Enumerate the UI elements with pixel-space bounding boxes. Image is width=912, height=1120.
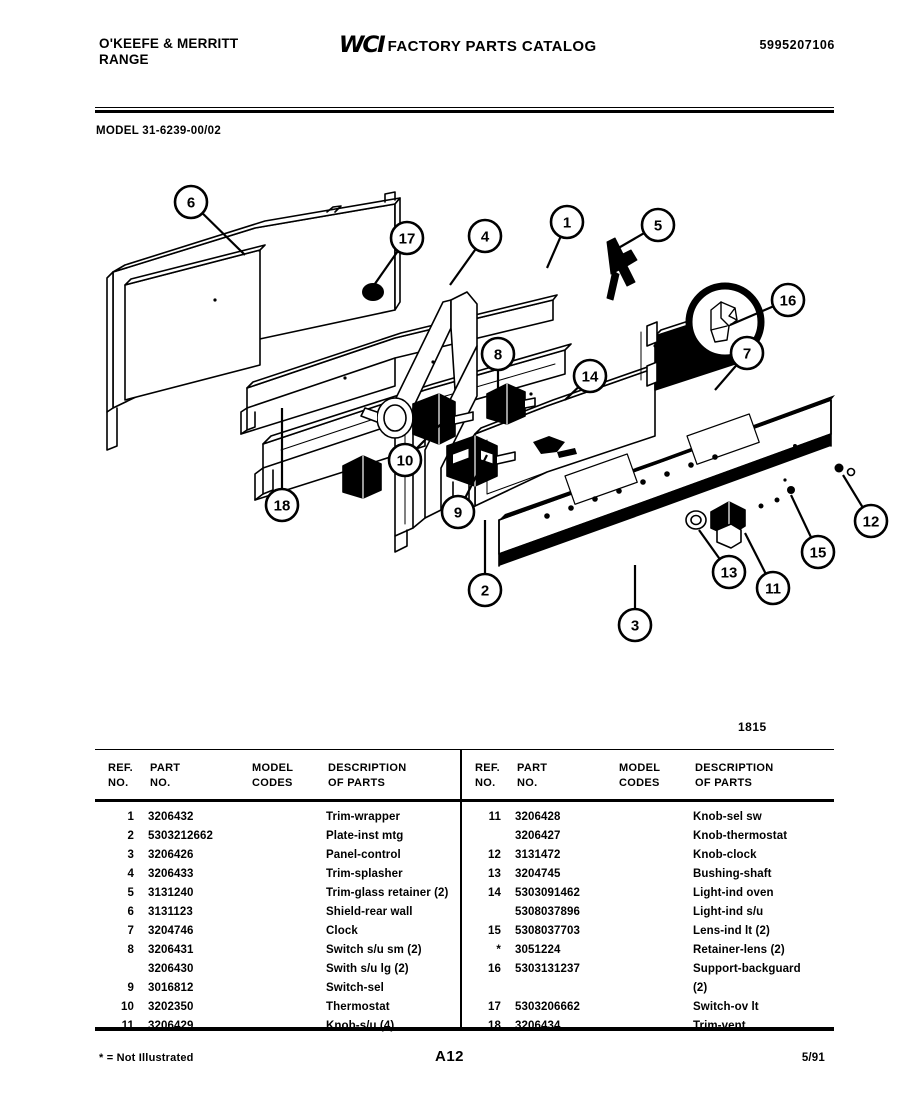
page-footer (95, 1048, 835, 1072)
callout-5 (615, 209, 674, 250)
part-description: (2) (693, 982, 708, 994)
table-head-right (467, 761, 827, 797)
callout-label: 5 (653, 217, 663, 235)
part-number: 3051224 (515, 944, 561, 956)
part-number: 5303206662 (515, 1001, 580, 1013)
table-row (467, 868, 827, 887)
part-number: 3206428 (515, 811, 561, 823)
column-header-ref-no: REF. NO. (108, 762, 134, 789)
callout-label: 13 (720, 564, 738, 582)
table-row (100, 906, 460, 925)
table-row (100, 868, 460, 887)
table-row (100, 963, 460, 982)
column-header-model-codes: MODEL CODES (252, 762, 294, 789)
part-number: 3206426 (148, 849, 194, 861)
callout-label: 10 (396, 452, 414, 470)
callout-15 (791, 495, 834, 568)
part-ref-number: * (496, 944, 501, 956)
callout-label: 1 (562, 214, 572, 232)
table-row (100, 944, 460, 963)
table-row (467, 849, 827, 868)
part-description: Retainer-lens (2) (693, 944, 785, 956)
callout-label: 7 (742, 345, 752, 363)
part-description: Light-ind s/u (693, 906, 764, 918)
part-description: Knob-clock (693, 849, 757, 861)
part-ref-number: 12 (488, 849, 501, 861)
callout-label: 6 (186, 194, 196, 212)
table-row (467, 963, 827, 982)
callout-label: 11 (765, 580, 781, 598)
revision-date: 5/91 (801, 1052, 825, 1064)
callout-label: 9 (453, 504, 463, 522)
part-description: Trim-glass retainer (2) (326, 887, 449, 899)
part-number: 3131240 (148, 887, 194, 899)
part-description: Switch s/u sm (2) (326, 944, 422, 956)
part-description: Switch-ov lt (693, 1001, 759, 1013)
table-column-divider (460, 750, 462, 1030)
table-row (467, 811, 827, 830)
part-description: Bushing-shaft (693, 868, 772, 880)
table-row (467, 1001, 827, 1020)
part-description: Plate-inst mtg (326, 830, 404, 842)
part-ref-number: 10 (121, 1001, 134, 1013)
part-ref-number: 18 (488, 1020, 501, 1032)
table-row (100, 982, 460, 1001)
callout-label: 2 (480, 582, 490, 600)
table-row (467, 830, 827, 849)
part-number: 5308037703 (515, 925, 580, 937)
exploded-parts-diagram (95, 150, 880, 740)
part-description: Trim-vent (693, 1020, 746, 1032)
part-number: 3206430 (148, 963, 194, 975)
table-row (467, 944, 827, 963)
part-description: Knob-sel sw (693, 811, 762, 823)
table-row (100, 830, 460, 849)
column-header-description: DESCRIPTION OF PARTS (328, 762, 407, 789)
callout-label: 3 (630, 617, 640, 635)
part-description: Clock (326, 925, 358, 937)
part-description: Thermostat (326, 1001, 390, 1013)
callout-label: 4 (480, 228, 490, 246)
part-trim-glass-retainer (607, 238, 637, 300)
callout-label: 16 (779, 292, 797, 310)
part-number: 3131123 (148, 906, 193, 918)
part-description: Shield-rear wall (326, 906, 413, 918)
part-number: 3204745 (515, 868, 561, 880)
callout-label: 8 (493, 346, 503, 364)
callout-label: 17 (398, 230, 416, 248)
callout-1 (547, 206, 583, 268)
part-number: 5303212662 (148, 830, 213, 842)
callout-label: 18 (273, 497, 291, 515)
part-number: 3206432 (148, 811, 194, 823)
part-number: 3016812 (148, 982, 194, 994)
part-ref-number: 3 (127, 849, 134, 861)
part-ref-number: 2 (127, 830, 134, 842)
part-ref-number: 11 (121, 1020, 134, 1032)
parts-table (95, 749, 834, 1031)
part-description: Swith s/u lg (2) (326, 963, 409, 975)
model-line: MODEL 31-6239-00/02 (96, 125, 222, 137)
part-switch-su-small-2 (343, 456, 381, 498)
table-row (467, 906, 827, 925)
part-number: 5303091462 (515, 887, 580, 899)
table-row (467, 982, 827, 1001)
figure-number: 1815 (738, 720, 767, 734)
callout-3 (619, 565, 651, 641)
brand-line-2: RANGE (99, 52, 149, 67)
catalog-title: FACTORY PARTS CATALOG (387, 37, 597, 55)
part-number: 5308037896 (515, 906, 580, 918)
table-row (467, 887, 827, 906)
part-description: Knob-thermostat (693, 830, 788, 842)
part-ref-number: 17 (488, 1001, 501, 1013)
parts-table-right-column (467, 749, 827, 1031)
header-rule-thick (95, 110, 834, 113)
part-number: 3206431 (148, 944, 194, 956)
part-ref-number: 9 (127, 982, 134, 994)
callout-4 (450, 220, 501, 285)
table-row (100, 811, 460, 830)
table-row (100, 887, 460, 906)
part-description: Trim-wrapper (326, 811, 401, 823)
catalog-number: 5995207106 (759, 38, 835, 52)
part-number: 5303131237 (515, 963, 580, 975)
brand-line-1: O'KEEFE & MERRITT (99, 36, 239, 51)
part-ref-number: 15 (488, 925, 501, 937)
part-description: Knob-s/u (4) (326, 1020, 395, 1032)
part-description: Panel-control (326, 849, 401, 861)
column-header-part-no-right: PART NO. (517, 762, 548, 789)
table-body-right (467, 811, 827, 1039)
footnote-not-illustrated: * = Not Illustrated (99, 1052, 194, 1064)
part-ref-number: 5 (127, 887, 134, 899)
header-rule-thin (95, 107, 834, 108)
table-head-left (100, 761, 460, 797)
part-ref-number: 8 (127, 944, 134, 956)
part-number: 3204746 (148, 925, 194, 937)
wci-logo: WCI (338, 33, 384, 58)
part-number: 3206427 (515, 830, 561, 842)
callout-label: 14 (581, 368, 599, 386)
column-header-model-codes-right: MODEL CODES (619, 762, 661, 789)
part-ref-number: 11 (488, 811, 501, 823)
part-number: 3202350 (148, 1001, 194, 1013)
part-number: 3131472 (515, 849, 561, 861)
part-number: 3206434 (515, 1020, 561, 1032)
column-header-description-right: DESCRIPTION OF PARTS (695, 762, 774, 789)
callout-2 (469, 520, 501, 606)
callout-label: 15 (809, 544, 827, 562)
part-ref-number: 14 (488, 887, 501, 899)
part-ref-number: 4 (127, 868, 134, 880)
part-ref-number: 1 (127, 811, 134, 823)
page-header (95, 30, 835, 80)
table-row (100, 925, 460, 944)
callout-11 (745, 533, 789, 604)
callout-label: 12 (862, 513, 880, 531)
brand-name (99, 36, 238, 68)
table-row (467, 925, 827, 944)
page-number: A12 (435, 1048, 465, 1065)
part-number: 3206433 (148, 868, 194, 880)
table-row (467, 1020, 827, 1039)
part-description: Light-ind oven (693, 887, 774, 899)
part-description: Trim-splasher (326, 868, 403, 880)
part-description: Lens-ind lt (2) (693, 925, 770, 937)
part-ref-number: 6 (127, 906, 134, 918)
callout-12 (843, 475, 887, 537)
column-header-part-no: PART NO. (150, 762, 181, 789)
table-body-left (100, 811, 460, 1039)
part-ref-number: 13 (488, 868, 501, 880)
part-ref-number: 16 (488, 963, 501, 975)
table-row (100, 1001, 460, 1020)
catalog-title-group (338, 33, 597, 58)
part-number: 3206429 (148, 1020, 194, 1032)
column-header-ref-no-right: REF. NO. (475, 762, 501, 789)
table-row (100, 1020, 460, 1039)
part-description: Support-backguard (693, 963, 801, 975)
part-description: Switch-sel (326, 982, 384, 994)
table-row (100, 849, 460, 868)
parts-table-left-column (100, 749, 460, 1031)
part-ref-number: 7 (127, 925, 134, 937)
